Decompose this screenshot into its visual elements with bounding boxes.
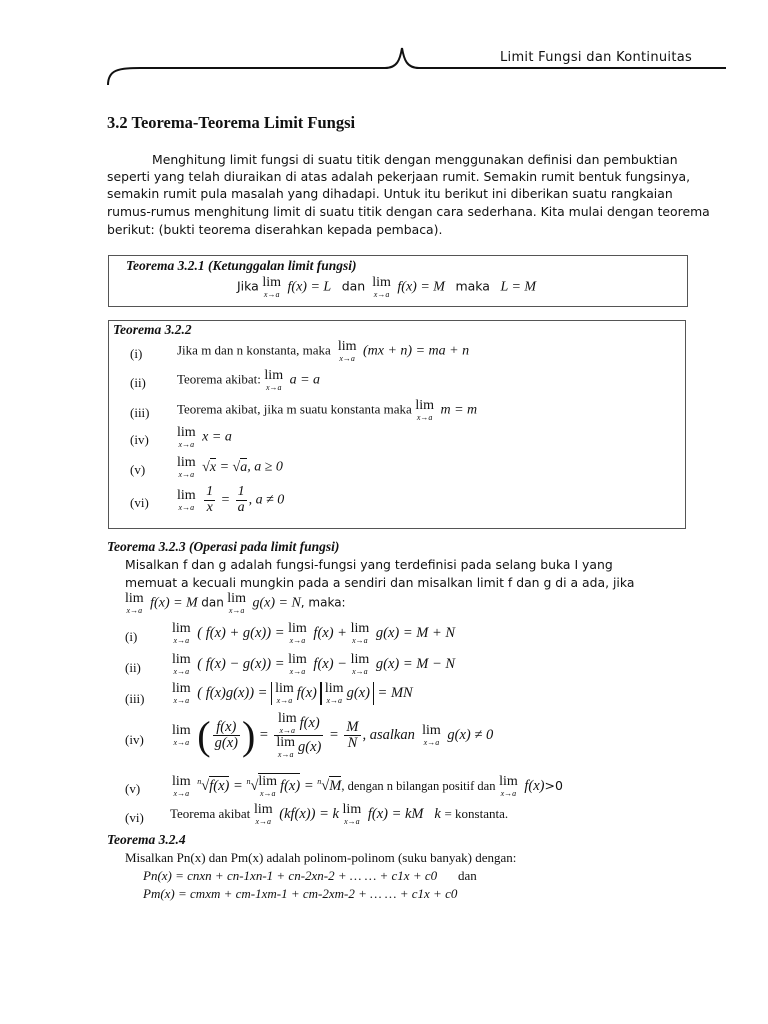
t322-num-6: (vi) xyxy=(130,495,149,510)
limit-operator: lim x→a xyxy=(125,591,144,615)
limit-operator: lim x→a xyxy=(350,621,370,645)
t323-item-4-cond: g(x) ≠ 0 xyxy=(447,726,494,743)
t321-jika: Jika xyxy=(237,278,259,294)
t324-line-1: Misalkan Pn(x) dan Pm(x) adalah polinom-polinom (suku banyak) dengan: xyxy=(125,850,517,865)
limit-operator: lim x→a xyxy=(324,681,344,705)
limit-operator: lim x→a xyxy=(372,275,391,299)
t323-num-4: (iv) xyxy=(125,732,144,747)
intro-line-3: semakin rumit pula masalah yang dihadapi. Untuk itu berikut ini diberikan suatu rangkaian xyxy=(107,186,673,201)
limit-operator: lim x→a xyxy=(177,425,196,449)
limit-operator: lim x→a xyxy=(258,774,278,798)
t323-item-4-eq2: = xyxy=(328,726,339,743)
limit-operator: lim x→a xyxy=(499,774,518,798)
t322-item-6 xyxy=(177,485,284,515)
t322-item-3 xyxy=(177,399,477,422)
t323-item-5-tail: , dengan n bilangan positif dan xyxy=(341,778,496,793)
t323-item-4-asalkan: , asalkan xyxy=(362,726,415,743)
t321-expr-1: f(x) = L xyxy=(287,279,332,295)
t324-pn: Pn(x) = cnxn + cn-1xn-1 + cn-2xn-2 + … … + c1x + c0 xyxy=(143,868,438,883)
limit-operator: lim x→a xyxy=(288,621,307,645)
intro-line-4: rumus-rumus menghitung limit di suatu titik dengan cara sederhana. Kita mulai dengan teorema xyxy=(107,204,710,219)
sqrt-a: a xyxy=(240,459,248,475)
limit-operator: lim x→a xyxy=(262,275,282,299)
header-brace-line xyxy=(108,48,726,85)
limit-operator: lim x→a xyxy=(172,652,191,676)
t323-num-1: (i) xyxy=(125,629,138,644)
limit-operator: lim x→a xyxy=(172,621,191,645)
limit-operator: lim x→a xyxy=(415,398,434,422)
t323-item-6-e1: (kf(x)) = k xyxy=(279,805,339,822)
limit-operator: lim x→a xyxy=(288,652,307,676)
limit-operator: lim x→a xyxy=(276,735,296,759)
t321-expr-3: L = M xyxy=(500,279,537,295)
theorem-3-2-3-title: Teorema 3.2.3 (Operasi pada limit fungsi) xyxy=(107,539,340,554)
t323-num-3: (iii) xyxy=(125,691,145,706)
limit-operator: lim x→a xyxy=(422,723,441,747)
t323-item-1 xyxy=(172,622,455,645)
t323-item-1-mid: f(x) + xyxy=(313,624,347,641)
limit-operator: lim x→a xyxy=(172,681,191,705)
t322-item-2-text: Teorema akibat: xyxy=(177,371,261,387)
t323-cond-dan: dan xyxy=(201,595,224,610)
t323-item-6-konst: = konstanta. xyxy=(444,805,509,821)
abs-bracket-f xyxy=(271,682,321,705)
limit-operator: lim x→a xyxy=(172,723,191,747)
t323-item-1-open: ( f(x) + g(x)) = xyxy=(197,624,285,641)
t323-item-2-open: ( f(x) − g(x)) = xyxy=(197,655,285,672)
intro-line-5: berikut: (bukti teorema diserahkan kepada pembaca). xyxy=(107,222,443,237)
fraction-lim-f-over-lim-g: lim x→a f(x) lim x→a g(x) xyxy=(276,711,322,759)
t322-item-2-expr: a = a xyxy=(289,372,321,388)
limit-operator: lim x→a xyxy=(172,774,191,798)
t322-item-2 xyxy=(177,369,320,392)
t322-num-1: (i) xyxy=(130,346,143,361)
intro-line-1: Menghitung limit fungsi di suatu titik dengan menggunakan definisi dan pembuktian xyxy=(152,152,678,167)
t322-num-2: (ii) xyxy=(130,375,146,390)
section-title: 3.2 Teorema-Teorema Limit Fungsi xyxy=(107,113,356,132)
t322-item-1 xyxy=(177,340,469,363)
limit-operator: lim x→a xyxy=(177,455,196,479)
t323-item-6-e2: f(x) = kM xyxy=(367,805,424,822)
t323-item-5-eq2: = xyxy=(303,777,314,794)
t322-item-4 xyxy=(177,426,232,449)
fraction-m-over-n: $\frac{M}{N}$ xyxy=(346,718,359,751)
t323-item-3-open: ( f(x)g(x)) = xyxy=(197,684,268,701)
sqrt-x: x xyxy=(209,459,217,475)
t323-line-2: memuat a kecuali mungkin pada a sendiri dan misalkan limit f dan g di a ada, jika xyxy=(125,575,635,590)
fraction-1-over-a: $\frac{1}{a}$ xyxy=(237,484,245,515)
t323-num-5: (v) xyxy=(125,781,141,796)
abs-bracket-g xyxy=(321,682,374,705)
t322-item-1-expr: (mx + n) = ma + n xyxy=(362,343,470,359)
t323-item-4 xyxy=(172,712,493,759)
t323-item-5-rad1: f(x) xyxy=(209,777,230,794)
t323-item-3-a: f(x) xyxy=(296,684,317,701)
header-brace xyxy=(0,0,768,90)
t323-item-3-tail: = MN xyxy=(377,684,413,701)
t323-item-2 xyxy=(172,653,455,676)
theorem-3-2-4-title: Teorema 3.2.4 xyxy=(107,832,186,847)
t323-cond-2: g(x) = N xyxy=(252,595,301,611)
t323-item-3-b: g(x) xyxy=(346,684,370,701)
limit-operator: lim x→a xyxy=(177,487,196,512)
t323-item-5-eq1: = xyxy=(233,777,243,794)
root-index: n xyxy=(197,777,202,786)
t323-item-6-text: Teorema akibat xyxy=(170,805,251,821)
root-index: n xyxy=(317,777,322,786)
limit-operator: lim x→a xyxy=(264,368,284,392)
limit-operator: lim x→a xyxy=(227,591,246,615)
fraction-1-over-x: $\frac{1}{x}$ xyxy=(206,484,214,515)
t322-num-3: (iii) xyxy=(130,405,150,420)
t322-item-4-expr: x = a xyxy=(202,429,232,445)
limit-operator: lim x→a xyxy=(342,802,362,826)
fraction-f-over-g: $\frac{f(x)}{g(x)}$ xyxy=(214,718,238,751)
limit-operator: lim x→a xyxy=(337,339,357,363)
t324-pm: Pm(x) = cmxm + cm-1xm-1 + cm-2xm-2 + … … + c1x + c0 xyxy=(143,886,458,901)
t323-cond-maka: , maka: xyxy=(300,595,346,610)
t323-item-6-k: k xyxy=(434,805,441,822)
t323-item-5-cond: f(x) xyxy=(524,777,545,794)
t322-item-5-tail: , a ≥ 0 xyxy=(247,459,283,475)
t323-num-6: (vi) xyxy=(125,810,144,825)
t323-line-1: Misalkan f dan g adalah fungsi-fungsi yang terdefinisi pada selang buka I yang xyxy=(125,557,613,572)
t322-item-5: lim x→a √x = √a, a ≥ 0 xyxy=(177,455,283,479)
limit-operator: lim x→a xyxy=(275,681,294,705)
t323-item-6 xyxy=(170,803,508,826)
t323-num-2: (ii) xyxy=(125,660,141,675)
t323-item-5: lim x→a $^n$√f(x) = $^n$√ lim x→a f(x) = $^n$√M, dengan n bilangan positif dan lim x→a f(x)>0 xyxy=(172,774,563,798)
theorem-3-2-2-title: Teorema 3.2.2 xyxy=(113,322,192,337)
t321-dan: dan xyxy=(341,278,366,294)
t322-item-6-tail: , a ≠ 0 xyxy=(248,492,285,508)
t322-item-6-eq: = xyxy=(220,492,231,508)
t322-item-3-expr: m = m xyxy=(440,402,478,418)
t322-num-4: (iv) xyxy=(130,432,149,447)
t322-item-3-text: Teorema akibat, jika m suatu konstanta maka xyxy=(177,401,412,417)
t323-item-4-eq: = xyxy=(258,726,269,743)
theorem-3-2-1-statement xyxy=(237,276,536,299)
theorem-3-2-1-title: Teorema 3.2.1 (Ketunggalan limit fungsi) xyxy=(126,258,357,273)
t323-item-1-tail: g(x) = M + N xyxy=(375,624,456,641)
t323-item-2-mid: f(x) − xyxy=(313,655,347,672)
intro-line-2: seperti yang telah diuraikan di atas adalah pekerjaan rumit. Semakin rumit bentuk fungsinya, xyxy=(107,169,691,184)
limit-operator: lim x→a xyxy=(350,652,370,676)
right-paren: ) xyxy=(241,712,256,758)
t321-expr-2: f(x) = M xyxy=(397,279,445,295)
t323-item-2-tail: g(x) = M − N xyxy=(375,655,456,672)
limit-operator: lim x→a xyxy=(277,711,297,735)
t322-item-1-text: Jika m dan n konstanta, maka xyxy=(177,342,331,358)
t324-pn-dan: dan xyxy=(458,868,477,883)
root-index: n xyxy=(246,777,251,786)
t323-item-5-gt: >0 xyxy=(544,777,563,793)
t322-num-5: (v) xyxy=(130,462,146,477)
left-paren: ( xyxy=(197,712,211,758)
limit-operator: lim x→a xyxy=(253,802,273,826)
t323-item-3 xyxy=(172,682,413,705)
t323-condition xyxy=(125,592,346,615)
running-title: Limit Fungsi dan Kontinuitas xyxy=(500,50,693,65)
t322-item-5-eq: = xyxy=(219,459,233,475)
t321-maka: maka xyxy=(455,278,490,294)
t323-item-5-rad2: f(x) xyxy=(280,777,301,794)
t323-item-5-rad3: M xyxy=(329,777,342,794)
t323-cond-1: f(x) = M xyxy=(150,595,198,611)
